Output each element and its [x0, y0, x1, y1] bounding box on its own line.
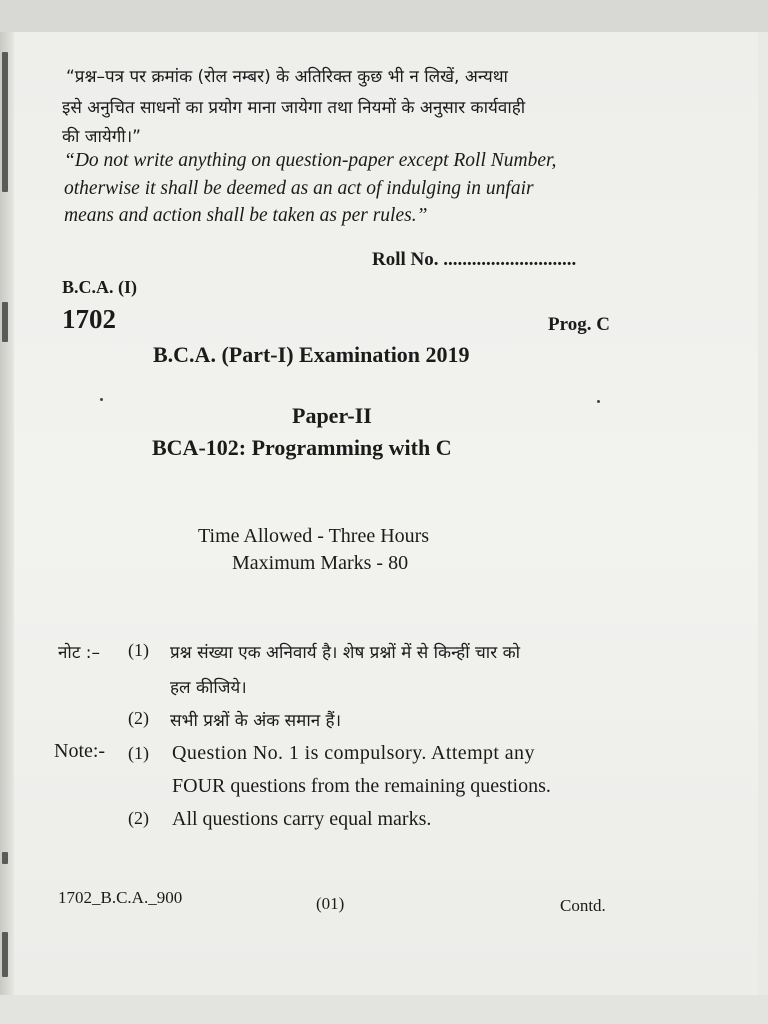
subject-title: BCA-102: Programming with C: [152, 435, 452, 460]
roll-number-field: Roll No. ............................: [372, 249, 577, 270]
paper-number: Paper-II: [292, 403, 372, 428]
warning-english-line-1: “Do not write anything on question-paper except Roll Number,: [64, 150, 557, 171]
time-allowed: Time Allowed - Three Hours: [198, 525, 430, 547]
warning-hindi-line-1: “प्रश्न–पत्र पर क्रमांक (रोल नम्बर) के अतिरिक्त कुछ भी न लिखें, अन्यथा: [66, 67, 508, 87]
note-hindi-item-2-number: (2): [128, 708, 149, 728]
warning-hindi-line-2: इसे अनुचित साधनों का प्रयोग माना जायेगा तथा नियमों के अनुसार कार्यवाही: [62, 98, 526, 118]
question-paper-page: [14, 32, 758, 995]
paper-speck: [100, 398, 103, 401]
program-label: Prog. C: [548, 314, 610, 335]
binding-mark: [2, 302, 8, 342]
note-english-label: Note:-: [54, 740, 106, 762]
warning-english-line-3: means and action shall be taken as per rules.”: [64, 205, 428, 226]
note-hindi-item-1-line-1: प्रश्न संख्या एक अनिवार्य है। शेष प्रश्नों में से किन्हीं चार को: [170, 643, 521, 663]
note-hindi-item-1-line-2: हल कीजिये।: [170, 678, 247, 698]
page-binding-edge: [0, 32, 14, 995]
note-hindi-item-1-number: (1): [128, 640, 149, 660]
footer-paper-code: 1702_B.C.A._900: [58, 888, 183, 907]
warning-hindi-line-3: की जायेगी।”: [62, 127, 141, 147]
note-english-item-2-text: All questions carry equal marks.: [172, 808, 432, 830]
note-english-item-1-line-2: FOUR questions from the remaining questions.: [172, 775, 551, 797]
note-english-item-1-line-1: Question No. 1 is compulsory. Attempt any: [172, 742, 535, 764]
binding-mark: [2, 52, 8, 192]
exam-title: B.C.A. (Part-I) Examination 2019: [153, 342, 470, 367]
note-hindi-label: नोट :–: [58, 643, 101, 663]
note-english-item-2-number: (2): [128, 808, 149, 828]
paper-code: 1702: [62, 304, 116, 334]
note-english-item-1-number: (1): [128, 743, 149, 763]
footer-contd: Contd.: [560, 896, 606, 915]
binding-mark: [2, 932, 8, 977]
warning-english-line-2: otherwise it shall be deemed as an act of indulging in unfair: [64, 178, 534, 199]
footer-page-number: (01): [316, 894, 345, 913]
paper-speck: [597, 400, 600, 403]
course-label: B.C.A. (I): [62, 277, 137, 297]
desk-background-bottom: [0, 995, 768, 1024]
maximum-marks: Maximum Marks - 80: [232, 552, 409, 574]
note-hindi-item-2-text: सभी प्रश्नों के अंक समान हैं।: [170, 711, 342, 731]
desk-background-top: [0, 0, 768, 32]
binding-mark: [2, 852, 8, 864]
